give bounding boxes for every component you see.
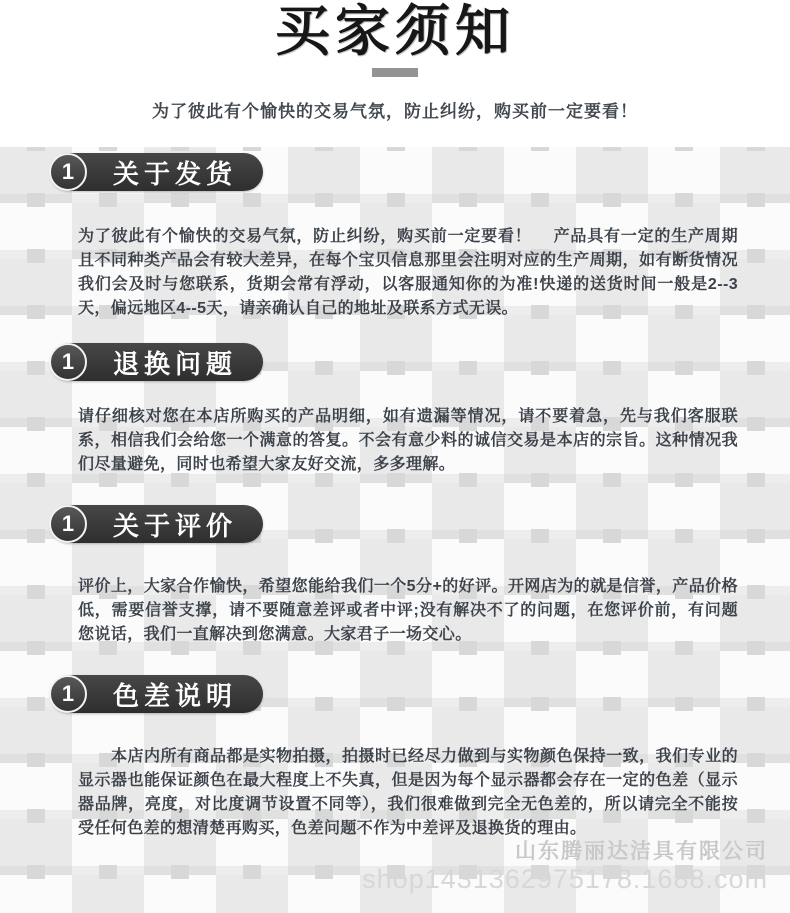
section-title: 退换问题	[113, 348, 238, 379]
section-title: 关于发货	[113, 158, 238, 189]
title-divider	[372, 68, 418, 77]
section-badge-pill	[50, 153, 263, 191]
section-badge-pill	[50, 675, 263, 713]
section-shipping-header	[50, 153, 790, 191]
section-color-body: 本店内所有商品都是实物拍摄，拍摄时已经尽力做到与实物颜色保持一致，我们专业的显示器也能保证颜色在最大程度上不失真，但是因为每个显示器都会存在一定的色差（显示器品牌，亮度，对比度调节设置不同等），我们很难做到完全无色差的，所以请完全不能按受任何色差的想清楚再购买，色差问题不作为中差评及退换货的理由。	[78, 748, 738, 837]
section-badge-pill	[50, 343, 263, 381]
section-color-header	[50, 675, 790, 713]
page-title: 买家须知	[274, 0, 515, 62]
section-badge-pill	[50, 505, 263, 543]
page-header	[0, 0, 790, 122]
section-returns-header	[50, 343, 790, 381]
page-subtitle: 为了彼此有个愉快的交易气氛，防止纠纷，购买前一定要看！	[152, 102, 638, 121]
section-number-badge: 1	[49, 153, 87, 191]
section-shipping-body: 为了彼此有个愉快的交易气氛，防止纠纷，购买前一定要看！ 产品具有一定的生产周期且不同种类产品会有较大差异，在每个宝贝信息那里会注明对应的生产周期，如有断货情况我们会及时与您联系，货期会常有浮动，以客服通知你的为准!快递的送货时间一般是2--3天，偏远地区4--5天，请亲确认自己的地址及联系方式无误。	[78, 228, 738, 317]
section-returns-body: 请仔细核对您在本店所购买的产品明细，如有遗漏等情况，请不要着急，先与我们客服联系，相信我们会给您一个满意的答复。不会有意少料的诚信交易是本店的宗旨。这种情况我们尽量避免，同时也希望大家友好交流，多多理解。	[78, 408, 738, 473]
section-review-body: 评价上，大家合作愉快，希望您能给我们一个5分+的好评。开网店为的就是信誉，产品价格低，需要信誉支撑，请不要随意差评或者中评;没有解决不了的问题，在您评价前，有问题您说话，我们一直解决到您满意。大家君子一场交心。	[78, 578, 738, 643]
watermark-company-name: 山东腾丽达洁具有限公司	[515, 839, 768, 863]
section-title: 色差说明	[113, 680, 238, 711]
section-review-header	[50, 505, 790, 543]
store-watermark	[362, 840, 768, 895]
watermark-shop-url: shop1431362975178.1688.com	[362, 863, 768, 894]
section-title: 关于评价	[113, 510, 238, 541]
section-number-badge: 1	[49, 343, 87, 381]
checkered-content-area	[0, 147, 790, 913]
section-number-badge: 1	[49, 505, 87, 543]
section-number-badge: 1	[49, 675, 87, 713]
